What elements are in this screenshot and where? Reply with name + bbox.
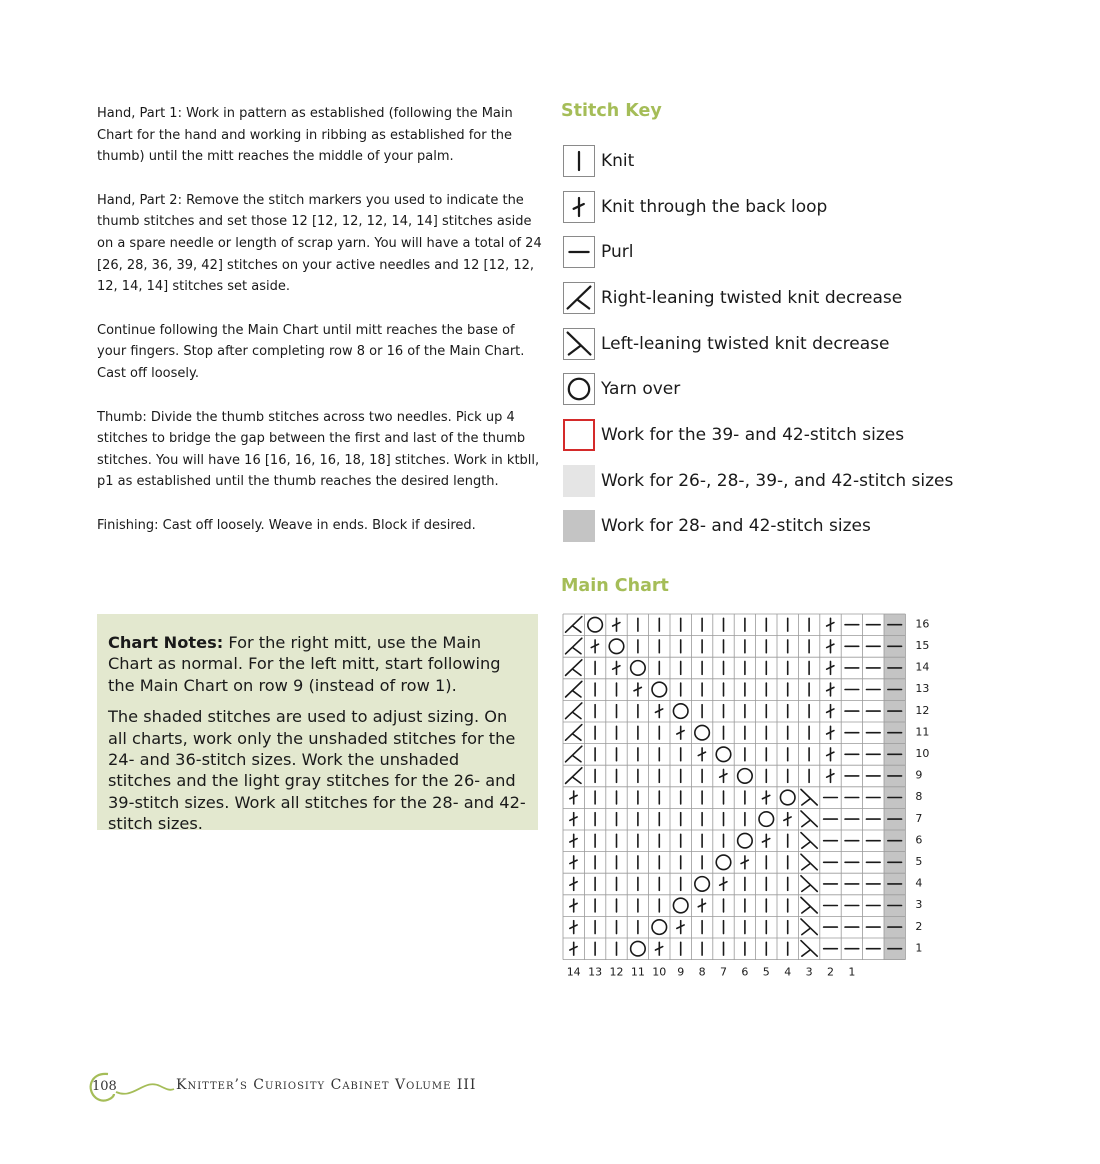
stitch-symbol-mark	[568, 287, 591, 309]
yarn-over-stitch	[588, 617, 603, 632]
stitch-key-label: Knit	[601, 150, 635, 171]
ktbl-stitch	[570, 856, 577, 869]
chart-notes-box	[97, 614, 538, 834]
yarn-over-icon	[563, 373, 595, 405]
stitch-key-label: Yarn over	[601, 379, 681, 400]
chart-row-label: 3	[915, 898, 923, 912]
chart-row-label: 14	[915, 660, 930, 674]
stitch-symbol-svg	[564, 192, 594, 222]
light-gray-box-icon	[563, 465, 595, 497]
stitch-symbol-svg	[564, 329, 594, 359]
ktbl-stitch	[784, 813, 791, 826]
yarn-over-stitch	[609, 639, 624, 654]
left-twist-stitch	[801, 789, 817, 805]
stitch-key-item	[563, 321, 953, 367]
book-title: Knitter’s Curiosity Cabinet Volume III	[176, 1077, 477, 1093]
ktbl-stitch	[827, 640, 834, 653]
chart-row-label: 1	[915, 941, 923, 955]
page-footer	[84, 1064, 504, 1110]
yarn-over-stitch	[716, 855, 731, 870]
chart-column-label: 6	[741, 965, 749, 979]
stitch-key-item	[563, 458, 953, 504]
right-twist-stitch	[566, 660, 582, 676]
chart-row-label: 13	[915, 682, 930, 696]
chart-row-label: 11	[915, 725, 930, 739]
ktbl-stitch	[698, 748, 705, 761]
chart-row-label: 7	[915, 811, 923, 825]
chart-column-label: 4	[784, 965, 792, 979]
ktbl-stitch	[762, 791, 769, 804]
chart-row-label: 9	[915, 768, 923, 782]
left-twist-stitch	[801, 897, 817, 913]
ktbl-stitch	[741, 856, 748, 869]
stitch-symbol-svg	[564, 283, 594, 313]
chart-column-label: 3	[805, 965, 813, 979]
chart-column-label: 5	[762, 965, 770, 979]
chart-column-label: 8	[698, 965, 706, 979]
ktbl-stitch	[570, 899, 577, 912]
stitch-symbol-mark	[574, 198, 584, 216]
stitch-key-heading: Stitch Key	[561, 101, 662, 121]
right-twist-decrease-icon	[563, 282, 595, 314]
ktbl-stitch	[677, 726, 684, 739]
stitch-key-label: Left-leaning twisted knit decrease	[601, 333, 890, 354]
stitch-key-item	[563, 366, 953, 412]
right-twist-stitch	[566, 768, 582, 784]
instruction-finishing: Finishing: Cast off loosely. Weave in ends. Block if desired.	[97, 517, 476, 533]
ktbl-stitch	[827, 769, 834, 782]
stitch-symbol-svg	[564, 146, 594, 176]
yarn-over-stitch	[780, 790, 795, 805]
chart-row-label: 2	[915, 919, 923, 933]
chart-column-label: 13	[588, 965, 603, 979]
ktbl-stitch	[570, 942, 577, 955]
right-twist-stitch	[566, 725, 582, 741]
yarn-over-stitch	[738, 769, 753, 784]
stitch-key-item	[563, 184, 953, 230]
stitch-key-item	[563, 138, 953, 184]
chart-notes-heading: Chart Notes:	[108, 633, 224, 652]
main-chart-heading: Main Chart	[561, 576, 669, 596]
chart-column-label: 7	[720, 965, 727, 979]
stitch-key-list	[563, 138, 953, 549]
ktbl-stitch	[613, 618, 620, 631]
chart-row-label: 5	[915, 854, 923, 868]
chart-row-label: 10	[915, 746, 930, 760]
left-twist-stitch	[801, 854, 817, 870]
chart-column-label: 14	[566, 965, 581, 979]
chart-row-label: 6	[915, 833, 923, 847]
ktbl-stitch	[827, 705, 834, 718]
yarn-over-stitch	[631, 941, 646, 956]
instructions-column	[97, 103, 542, 559]
ktbl-stitch	[827, 618, 834, 631]
ktbl-stitch	[570, 791, 577, 804]
ktbl-stitch	[720, 769, 727, 782]
left-twist-stitch	[801, 811, 817, 827]
ktbl-stitch	[655, 942, 662, 955]
left-twist-stitch	[801, 941, 817, 957]
main-chart	[561, 612, 930, 982]
stitch-symbol-svg	[564, 374, 594, 404]
stitch-key-item	[563, 229, 953, 275]
ktbl-stitch	[677, 921, 684, 934]
yarn-over-stitch	[695, 877, 710, 892]
stitch-key-label: Knit through the back loop	[601, 196, 828, 217]
instruction-hand-part-2: Hand, Part 2: Remove the stitch markers you used to indicate the thumb stitches and set those 12 [12, 12, 12, 14, 14] stitches aside on a spare needle or length of scrap yarn. You will have a total of 24 [26, 28, 36, 39, 42] stitches on your active needles and 12 [12, 12, 12, 14, 14] stitches set aside.	[97, 192, 542, 295]
ktbl-stitch	[655, 705, 662, 718]
left-twist-stitch	[801, 833, 817, 849]
yarn-over-stitch	[759, 812, 774, 827]
stitch-key-label: Work for 26-, 28-, 39-, and 42-stitch sizes	[601, 470, 954, 491]
yarn-over-stitch	[652, 920, 667, 935]
chart-column-label: 1	[848, 965, 856, 979]
instruction-continue: Continue following the Main Chart until mitt reaches the base of your fingers. Stop after completing row 8 or 16 of the Main Chart. Cast off loosely.	[97, 322, 525, 381]
chart-column-label: 12	[609, 965, 624, 979]
stitch-key-label: Work for the 39- and 42-stitch sizes	[601, 424, 905, 445]
yarn-over-stitch	[673, 898, 688, 913]
chart-row-label: 16	[915, 617, 930, 631]
chart-row-label: 4	[915, 876, 923, 890]
chart-row-label: 8	[915, 790, 923, 804]
red-outline-box-icon	[563, 419, 595, 451]
chart-column-label: 11	[630, 965, 645, 979]
yarn-over-stitch	[695, 725, 710, 740]
ktbl-stitch	[827, 661, 834, 674]
purl-symbol-icon	[563, 236, 595, 268]
left-twist-stitch	[801, 919, 817, 935]
stitch-key-item	[563, 412, 953, 458]
instruction-hand-part-1: Hand, Part 1: Work in pattern as established (following the Main Chart for the hand and working in ribbing as established for the thumb) until the mitt reaches the middle of your palm.	[97, 106, 513, 165]
page-number: 108	[92, 1079, 117, 1094]
ktbl-stitch	[613, 661, 620, 674]
chart-column-label: 10	[652, 965, 667, 979]
stitch-key-item	[563, 275, 953, 321]
knit-symbol-icon	[563, 145, 595, 177]
stitch-symbol-mark	[568, 332, 591, 354]
stitch-symbol-svg	[564, 237, 594, 267]
instruction-thumb: Thumb: Divide the thumb stitches across two needles. Pick up 4 stitches to bridge the gap between the first and last of the thumb stitches. You will have 16 [16, 16, 16, 18, 18] stitches. Work in ktbll, p1 as established until the thumb reaches the desired length.	[97, 409, 540, 490]
stitch-key-item	[563, 504, 953, 550]
yarn-over-stitch	[716, 747, 731, 762]
stitch-key-label: Purl	[601, 242, 634, 263]
ktbl-stitch	[570, 877, 577, 890]
ktbl-stitch	[827, 683, 834, 696]
yarn-over-stitch	[652, 682, 667, 697]
ktbl-stitch	[827, 748, 834, 761]
yarn-over-stitch	[738, 833, 753, 848]
right-twist-stitch	[566, 638, 582, 654]
chart-notes-text-1: For the right mitt, use the Main Chart as normal. For the left mitt, start following the Main Chart on row 9 (instead of row 1).	[108, 633, 501, 695]
stitch-key-label: Right-leaning twisted knit decrease	[601, 287, 903, 308]
chart-column-label: 9	[677, 965, 685, 979]
ktbl-stitch	[570, 813, 577, 826]
left-twist-stitch	[801, 876, 817, 892]
right-twist-stitch	[566, 703, 582, 719]
gray-box-icon	[563, 510, 595, 542]
chart-row-label: 15	[915, 638, 930, 652]
left-twist-decrease-icon	[563, 328, 595, 360]
right-twist-stitch	[566, 681, 582, 697]
ktbl-stitch	[634, 683, 641, 696]
yarn-over-stitch	[673, 704, 688, 719]
ktbl-stitch	[762, 834, 769, 847]
chart-column-label: 2	[827, 965, 834, 979]
stitch-key-label: Work for 28- and 42-stitch sizes	[601, 516, 871, 537]
chart-notes-paragraph-2: The shaded stitches are used to adjust sizing. On all charts, work only the unshaded stitches for the 24- and 36-stitch sizes. Work the unshaded stitches and the light gray stitches for the 26- and 39-stitch sizes. Work all stitches for the 28- and 42-stitch sizes.	[108, 707, 526, 834]
stitch-symbol-mark	[569, 379, 589, 399]
ktbl-stitch	[570, 834, 577, 847]
right-twist-stitch	[566, 617, 582, 633]
ktbl-stitch	[570, 921, 577, 934]
ktbl-symbol-icon	[563, 191, 595, 223]
chart-notes-paragraph-1	[108, 632, 526, 696]
yarn-over-stitch	[631, 661, 646, 676]
ktbl-stitch	[827, 726, 834, 739]
ktbl-stitch	[698, 899, 705, 912]
chart-row-label: 12	[915, 703, 930, 717]
chart-grid	[563, 614, 905, 960]
ktbl-stitch	[720, 877, 727, 890]
ktbl-stitch	[591, 640, 598, 653]
right-twist-stitch	[566, 746, 582, 762]
